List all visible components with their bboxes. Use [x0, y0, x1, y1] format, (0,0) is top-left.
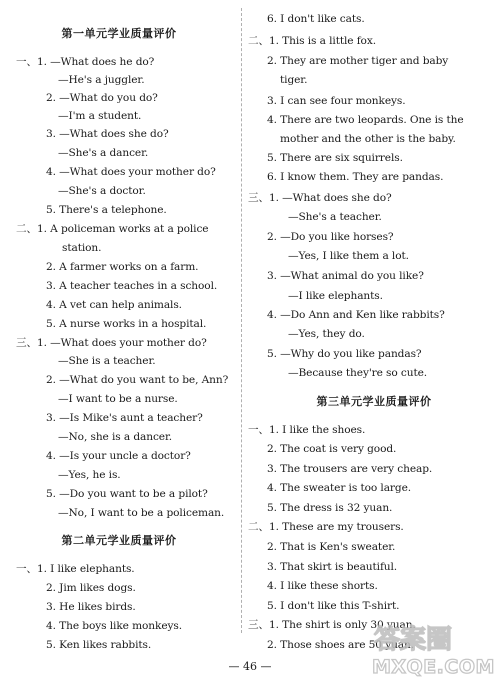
- unit3-heading: 第三单元学业质量评价: [316, 395, 432, 408]
- text-line: 三、1. The shirt is only 30 yuan.: [248, 619, 416, 631]
- text-line: 5. —Why do you like pandas?: [267, 348, 422, 360]
- unit2-heading: 第二单元学业质量评价: [61, 534, 177, 547]
- text-line: —No, she is a dancer.: [58, 431, 173, 443]
- text-line: —He's a juggler.: [58, 74, 145, 86]
- column-divider: [241, 8, 242, 633]
- page-number: — 46 —: [228, 660, 272, 673]
- text-line: 3. He likes birds.: [46, 601, 136, 613]
- text-line: 5. I don't like this T-shirt.: [267, 600, 400, 612]
- text-line: 5. There are six squirrels.: [267, 152, 403, 164]
- text-line: 2. The coat is very good.: [267, 443, 397, 455]
- text-line: —I'm a student.: [58, 110, 142, 122]
- text-line: 三、1. —What does she do?: [248, 192, 392, 204]
- text-line: 2. A farmer works on a farm.: [46, 261, 199, 273]
- text-line: 2. Those shoes are 50 yuan.: [267, 639, 415, 651]
- text-line: 三、1. —What does your mother do?: [16, 337, 207, 349]
- text-line: 二、1. A policeman works at a police: [16, 223, 209, 235]
- text-line: 3. —What does she do?: [46, 128, 169, 140]
- text-line: 3. I can see four monkeys.: [267, 95, 406, 107]
- text-line: —Yes, I like them a lot.: [288, 250, 409, 262]
- text-line: 4. —What does your mother do?: [46, 166, 216, 178]
- text-line: 一、1. I like the shoes.: [248, 424, 366, 436]
- text-line: 4. The boys like monkeys.: [46, 620, 183, 632]
- text-line: —She's a teacher.: [288, 211, 382, 223]
- text-line: 2. —What do you want to be, Ann?: [46, 374, 229, 386]
- text-line: 2. —What do you do?: [46, 92, 158, 104]
- text-line: 2. They are mother tiger and baby: [267, 55, 449, 67]
- text-line: 5. A nurse works in a hospital.: [46, 318, 207, 330]
- text-line: 二、1. This is a little fox.: [248, 35, 376, 47]
- text-line: 5. There's a telephone.: [46, 204, 167, 216]
- text-line: 4. A vet can help animals.: [46, 299, 182, 311]
- text-line: —Because they're so cute.: [288, 367, 428, 379]
- text-line: 2. —Do you like horses?: [267, 231, 394, 243]
- text-line: 一、1. —What does he do?: [16, 56, 155, 68]
- text-line: 一、1. I like elephants.: [16, 563, 135, 575]
- watermark-logo: [368, 618, 500, 678]
- text-line: 3. —Is Mike's aunt a teacher?: [46, 412, 203, 424]
- watermark-line1: 答案圈: [374, 625, 453, 655]
- text-line: 4. —Is your uncle a doctor?: [46, 450, 191, 462]
- text-line: —Yes, they do.: [288, 328, 365, 340]
- text-line: 6. I don't like cats.: [267, 13, 365, 25]
- text-line: —Yes, he is.: [58, 469, 121, 481]
- text-line: mother and the other is the baby.: [280, 133, 456, 145]
- text-line: tiger.: [280, 74, 308, 86]
- text-line: 2. Jim likes dogs.: [46, 582, 136, 594]
- text-line: 4. I like these shorts.: [267, 580, 378, 592]
- text-line: —No, I want to be a policeman.: [58, 507, 225, 519]
- text-line: —She is a teacher.: [58, 355, 156, 367]
- text-line: 3. A teacher teaches in a school.: [46, 280, 218, 292]
- text-line: 5. —Do you want to be a pilot?: [46, 488, 208, 500]
- text-line: 二、1. These are my trousers.: [248, 521, 404, 533]
- text-line: station.: [62, 242, 102, 254]
- text-line: 5. Ken likes rabbits.: [46, 639, 152, 651]
- text-line: 5. The dress is 32 yuan.: [267, 502, 393, 514]
- watermark-line2: MXQE.COM: [372, 656, 495, 678]
- text-line: 3. —What animal do you like?: [267, 270, 424, 282]
- text-line: 4. There are two leopards. One is the: [267, 114, 464, 126]
- text-line: 4. —Do Ann and Ken like rabbits?: [267, 309, 445, 321]
- text-line: 3. That skirt is beautiful.: [267, 561, 398, 573]
- text-line: 2. That is Ken's sweater.: [267, 541, 396, 553]
- text-line: 6. I know them. They are pandas.: [267, 171, 444, 183]
- unit1-heading: 第一单元学业质量评价: [61, 27, 177, 40]
- text-line: —I like elephants.: [288, 290, 383, 302]
- text-line: 4. The sweater is too large.: [267, 482, 412, 494]
- text-line: —I want to be a nurse.: [58, 393, 178, 405]
- text-line: —She's a doctor.: [58, 185, 146, 197]
- text-line: 3. The trousers are very cheap.: [267, 463, 433, 475]
- text-line: —She's a dancer.: [58, 147, 149, 159]
